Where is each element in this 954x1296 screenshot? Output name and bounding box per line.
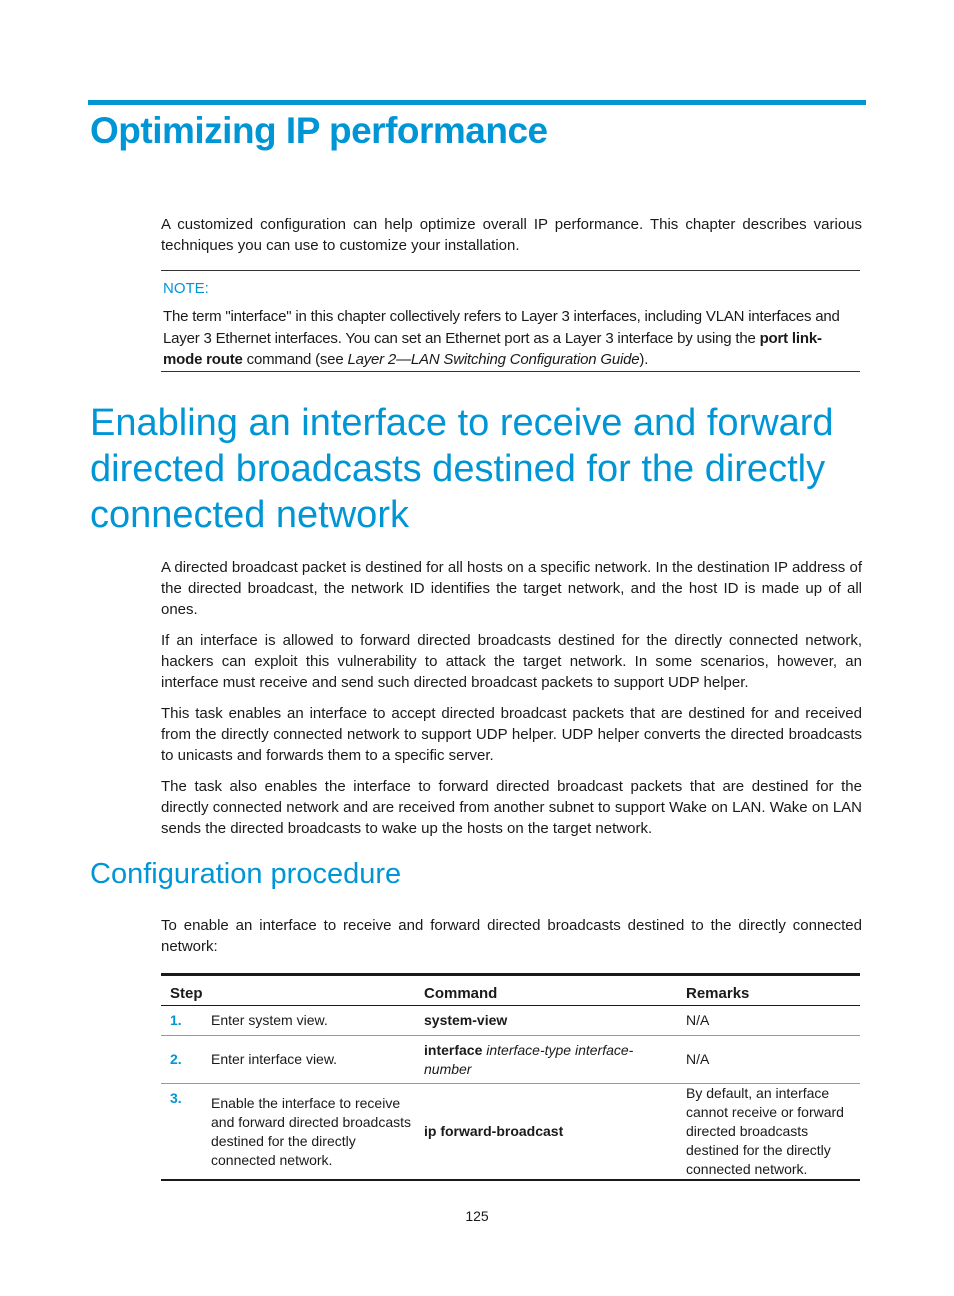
- page-title: Optimizing IP performance: [90, 110, 548, 151]
- note-text-part: ).: [639, 351, 649, 368]
- intro-paragraph: A customized configuration can help optimize overall IP performance. This chapter describes various techniques you can use to customize your installation.: [161, 216, 862, 254]
- body-paragraph: The task also enables the interface to forward directed broadcast packets that are destined for the directly connected network and are received from another subnet to support Wake on LAN. Wake on LAN sends the directed broadcasts to wake up the hosts on the target network.: [161, 778, 862, 837]
- step-description: Enable the interface to receive and forward directed broadcasts destined for the directly connected network.: [211, 1094, 411, 1168]
- page-number: 125: [465, 1208, 489, 1224]
- table-row: [161, 1006, 860, 1036]
- configuration-table: [161, 973, 860, 1181]
- command-argument: interface-type interface-number: [424, 1041, 634, 1077]
- note-guide-reference: Layer 2—LAN Switching Configuration Guide: [347, 351, 640, 368]
- step-number: 1.: [170, 1012, 182, 1028]
- step-remarks: N/A: [686, 1012, 710, 1028]
- step-description: Enter system view.: [211, 1012, 328, 1028]
- note-text: [163, 306, 860, 371]
- header-step: Step: [170, 985, 203, 1002]
- table-header-row: [161, 975, 860, 1006]
- note-label: NOTE:: [163, 280, 209, 297]
- command-keyword: system-view: [424, 1012, 508, 1028]
- note-text-part: command (see: [242, 351, 348, 368]
- command-keyword: ip forward-broadcast: [424, 1123, 564, 1139]
- header-remarks: Remarks: [686, 985, 750, 1002]
- step-remarks: N/A: [686, 1051, 710, 1067]
- step-description: Enter interface view.: [211, 1051, 338, 1067]
- subsection-heading: Configuration procedure: [90, 858, 402, 890]
- title-rule: [88, 100, 866, 105]
- body-paragraph: If an interface is allowed to forward directed broadcasts destined for the directly connected network, hackers can exploit this vulnerability to attack the target network. In some scenarios, however, an interface must receive and send such directed broadcast packets to support UDP helper.: [161, 632, 862, 691]
- note-text-part: The term "interface" in this chapter collectively refers to Layer 3 interfaces, including VLAN interfaces and Layer 3 Ethernet interfaces. You can set an Ethernet port as a Layer 3 interface by using the: [163, 308, 840, 347]
- body-paragraph: This task enables an interface to accept directed broadcast packets that are destined for and received from the directly connected network to support UDP helper. UDP helper converts the directed broadcasts to unicasts and forwards them to a specific server.: [161, 705, 862, 764]
- step-command: [424, 1036, 686, 1084]
- step-number: 2.: [170, 1051, 182, 1067]
- step-number: 3.: [170, 1090, 182, 1106]
- table-row: [161, 1084, 860, 1181]
- procedure-intro: To enable an interface to receive and forward directed broadcasts destined to the directly connected network:: [161, 917, 862, 955]
- step-command: [424, 1084, 686, 1181]
- note-box: [161, 270, 860, 372]
- step-remarks: By default, an interface cannot receive or forward directed broadcasts destined for the directly connected network.: [686, 1085, 844, 1177]
- body-paragraph: A directed broadcast packet is destined for all hosts on a specific network. In the destination IP address of the directed broadcast, the network ID identifies the target network, and the host ID is made up of all ones.: [161, 559, 862, 618]
- section-heading: Enabling an interface to receive and forward directed broadcasts destined for the directly connected network: [90, 402, 834, 536]
- table-row: [161, 1036, 860, 1084]
- step-command: [424, 1006, 686, 1036]
- note-command: port link-mode route: [163, 329, 822, 368]
- command-keyword: interface: [424, 1041, 483, 1058]
- header-command: Command: [424, 985, 498, 1002]
